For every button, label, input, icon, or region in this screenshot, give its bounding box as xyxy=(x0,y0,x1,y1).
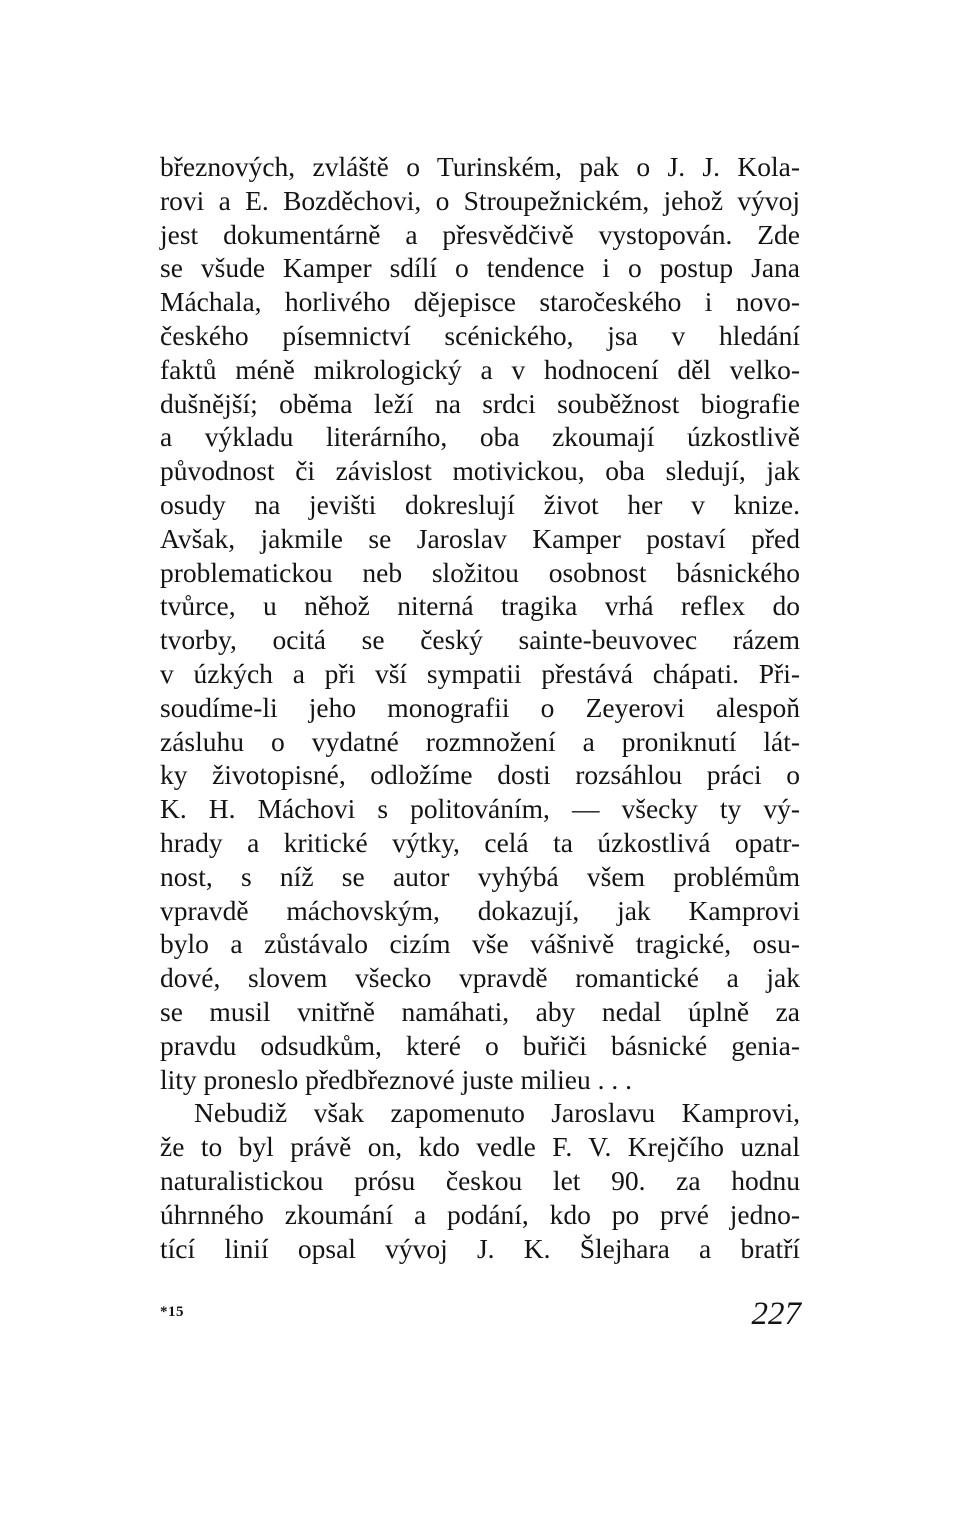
text-line: zásluhu o vydatné rozmnožení a proniknutí lát- xyxy=(160,725,800,757)
text-line: se všude Kamper sdílí o tendence i o postup Jana xyxy=(160,252,800,284)
text-line: a výkladu literárního, oba zkoumají úzkostlivě xyxy=(160,421,800,453)
text-line: faktů méně mikrologický a v hodnocení děl velko- xyxy=(160,353,800,385)
text-line: hrady a kritické výtky, celá ta úzkostlivá opatr- xyxy=(160,826,800,858)
text-line: soudíme-li jeho monografii o Zeyerovi alespoň xyxy=(160,691,800,723)
text-line: rovi a E. Bozděchovi, o Stroupežnickém, jehož vývoj xyxy=(160,184,800,216)
text-line: pravdu odsudkům, které o buřiči básnické genia- xyxy=(160,1029,800,1061)
text-line: problematickou neb složitou osobnost básnického xyxy=(160,556,800,588)
text-line: tvůrce, u něhož niterná tragika vrhá reflex do xyxy=(160,590,800,622)
text-line: úhrnného zkoumání a podání, kdo po prvé jedno- xyxy=(160,1198,800,1230)
text-line: ky životopisné, odložíme dosti rozsáhlou práci o xyxy=(160,759,800,791)
text-line: dové, slovem všecko vpravdě romantické a jak xyxy=(160,962,800,994)
text-line: tvorby, ocitá se český sainte-beuvovec rázem xyxy=(160,624,800,656)
text-line: nost, s níž se autor vyhýbá všem problémům xyxy=(160,860,800,892)
text-line: že to byl právě on, kdo vedle F. V. Krejčího uznal xyxy=(160,1131,800,1163)
text-line: vpravdě máchovským, dokazují, jak Kamprovi xyxy=(160,894,800,926)
printer-signature-mark: *15 xyxy=(160,1304,184,1320)
text-line: se musil vnitřně namáhati, aby nedal úplně za xyxy=(160,995,800,1027)
text-line: v úzkých a při vší sympatii přestává chápati. Při- xyxy=(160,657,800,689)
text-line: dušnější; oběma leží na srdci souběžnost biografie xyxy=(160,387,800,419)
text-line: naturalistickou prósu českou let 90. za hodnu xyxy=(160,1164,800,1196)
text-line: Nebudiž však zapomenuto Jaroslavu Kamprovi, xyxy=(194,1097,800,1129)
text-line: lity proneslo předbřeznové juste milieu . . . xyxy=(160,1063,632,1095)
body-text xyxy=(160,150,800,1265)
text-line: tící linií opsal vývoj J. K. Šlejhara a bratří xyxy=(160,1232,800,1264)
text-line: bylo a zůstávalo cizím vše vášnivě tragické, osu- xyxy=(160,928,800,960)
text-line: Avšak, jakmile se Jaroslav Kamper postaví před xyxy=(160,522,800,554)
text-line: Máchala, horlivého dějepisce staročeského i novo- xyxy=(160,286,800,318)
text-line: českého písemnictví scénického, jsa v hledání xyxy=(160,319,800,351)
text-line: jest dokumentárně a přesvědčivě vystopován. Zde xyxy=(160,218,800,250)
text-line: osudy na jevišti dokreslují život her v knize. xyxy=(160,488,800,520)
page-number: 227 xyxy=(751,1296,801,1332)
text-line: původnost či závislost motivickou, oba sledují, jak xyxy=(160,455,800,487)
text-line: K. H. Máchovi s politováním, — všecky ty vý- xyxy=(160,793,800,825)
text-line: březnových, zvláště o Turinském, pak o J. J. Kola- xyxy=(160,151,800,182)
